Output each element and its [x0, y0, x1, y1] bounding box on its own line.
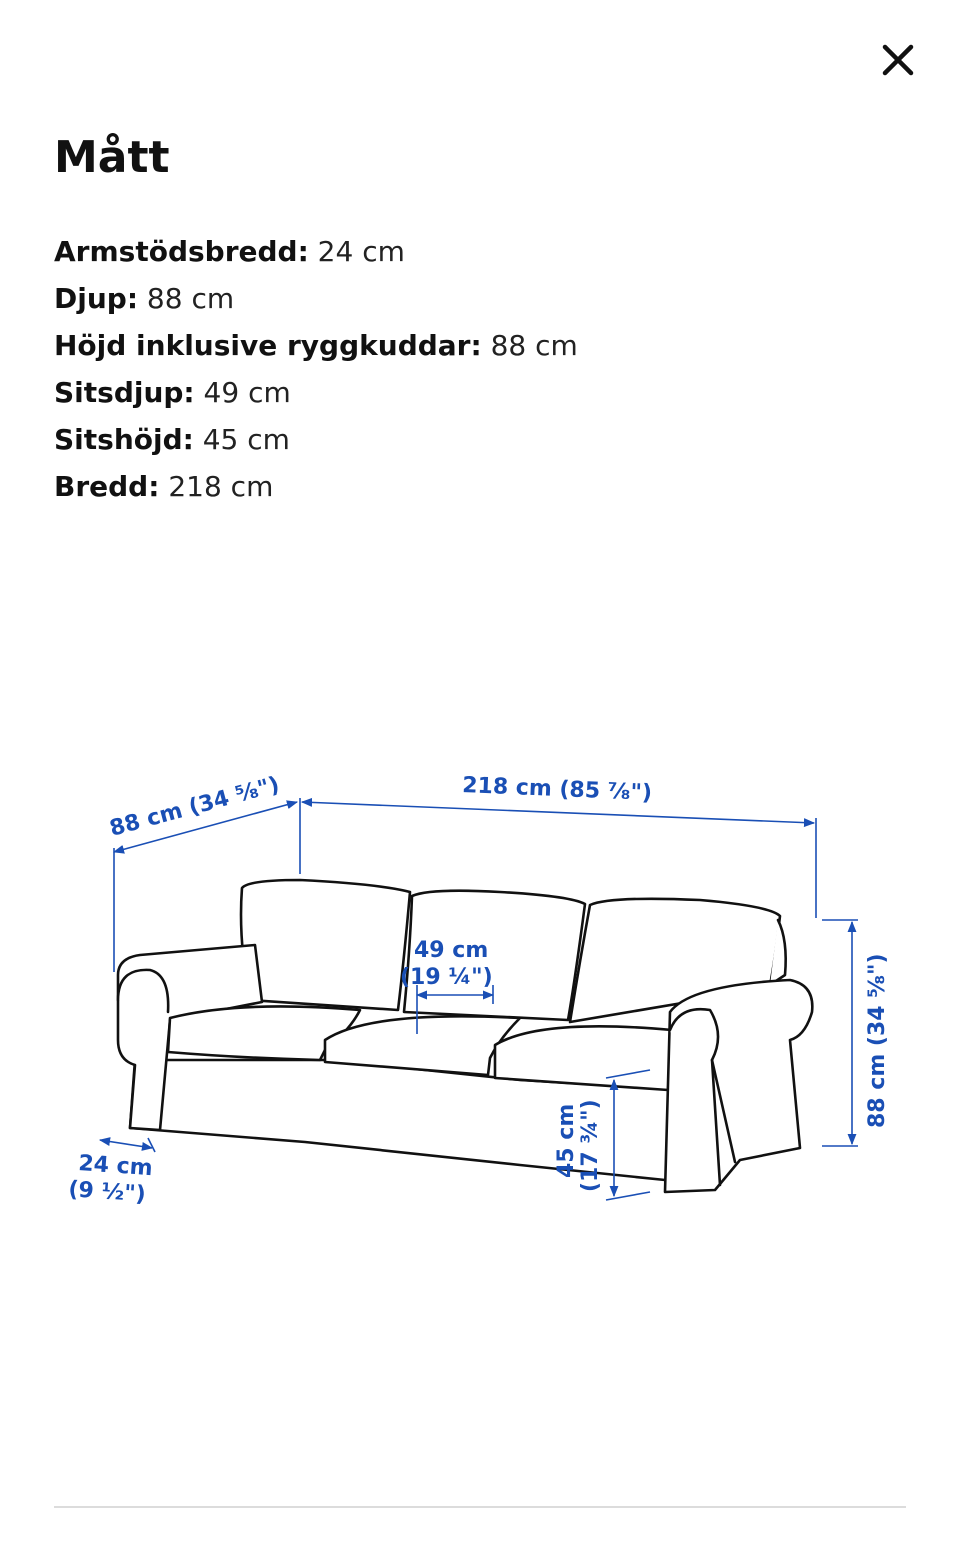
spec-label: Djup: [54, 282, 139, 315]
depth-label: 88 cm (34 ⅝") [107, 772, 283, 842]
spec-value: 49 cm [194, 376, 291, 409]
spec-list [54, 228, 578, 510]
spec-value: 88 cm [138, 282, 235, 315]
seat-height-label: 45 cm [554, 1103, 579, 1178]
arm-width-label: 24 cm [77, 1151, 154, 1182]
seat-depth-label: 49 cm [414, 938, 489, 963]
spec-label: Höjd inklusive ryggkuddar: [54, 329, 482, 362]
page-title: Mått [54, 132, 170, 183]
spec-value: 88 cm [481, 329, 578, 362]
close-icon [872, 34, 924, 86]
spec-value: 45 cm [193, 423, 290, 456]
sofa-drawing [118, 880, 812, 1192]
width-label: 218 cm (85 ⅞") [461, 773, 653, 806]
spec-label: Sitsdjup: [54, 376, 195, 409]
height-label: 88 cm (34 ⅝") [865, 953, 890, 1128]
spec-label: Armstödsbredd: [54, 235, 309, 268]
close-button[interactable] [872, 34, 924, 86]
sofa-dimension-diagram [0, 760, 960, 1320]
seat-height-label-inches: (17 ¾") [578, 1099, 603, 1192]
spec-row-seat-depth [54, 369, 578, 416]
spec-row-seat-height [54, 416, 578, 463]
seat-depth-label-inches: (19 ¼") [400, 965, 493, 990]
spec-label: Bredd: [54, 470, 160, 503]
spec-label: Sitshöjd: [54, 423, 194, 456]
spec-value: 218 cm [159, 470, 274, 503]
arm-width-label-inches: (9 ½") [67, 1177, 147, 1208]
spec-row-depth [54, 275, 578, 322]
spec-value: 24 cm [308, 235, 405, 268]
spec-row-height [54, 322, 578, 369]
spec-row-armrest-width [54, 228, 578, 275]
spec-row-width [54, 463, 578, 510]
divider [54, 1506, 906, 1508]
